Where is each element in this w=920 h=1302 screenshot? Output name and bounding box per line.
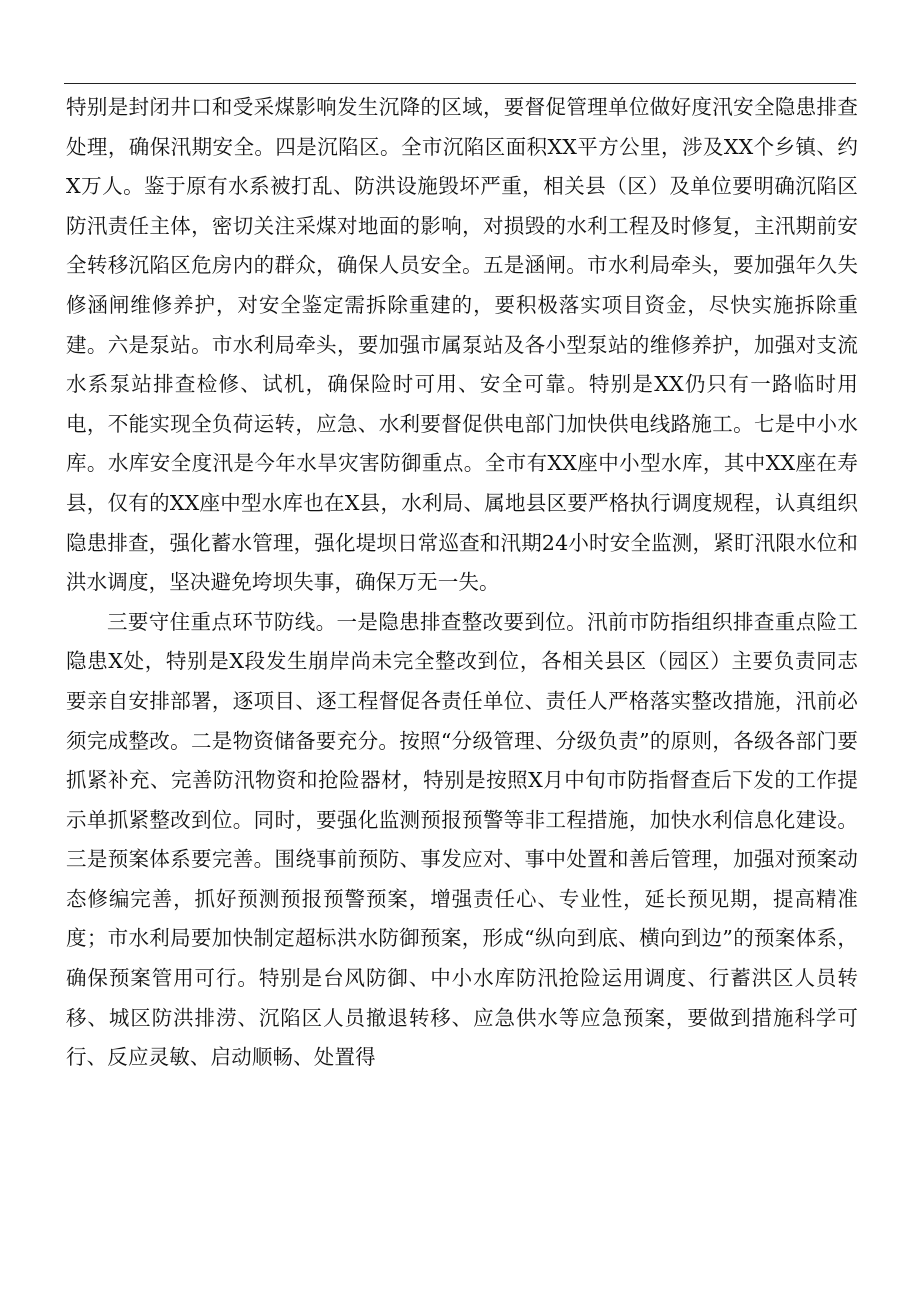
- paragraph-1: 特别是封闭井口和受采煤影响发生沉降的区域，要督促管理单位做好度汛安全隐患排查处理，确保汛期安全。四是沉陷区。全市沉陷区面积XX平方公里，涉及XX个乡镇、约X万人。鉴于原有水系被打乱、防洪设施毁坏严重，相关县（区）及单位要明确沉陷区防汛责任主体，密切关注采煤对地面的影响，对损毁的水利工程及时修复，主汛期前安全转移沉陷区危房内的群众，确保人员安全。五是涵闸。市水利局牵头，要加强年久失修涵闸维修养护，对安全鉴定需拆除重建的，要积极落实项目资金，尽快实施拆除重建。六是泵站。市水利局牵头，要加强市属泵站及各小型泵站的维修养护，加强对支流水系泵站排查检修、试机，确保险时可用、安全可靠。特别是XX仍只有一路临时用电，不能实现全负荷运转，应急、水利要督促供电部门加快供电线路施工。七是中小水库。水库安全度汛是今年水旱灾害防御重点。全市有XX座中小型水库，其中XX座在寿县，仅有的XX座中型水库也在X县，水利局、属地县区要严格执行调度规程，认真组织隐患排查，强化蓄水管理，强化堤坝日常巡查和汛期24小时安全监测，紧盯汛限水位和洪水调度，坚决避免垮坝失事，确保万无一失。: [66, 95, 858, 595]
- body-text: [66, 88, 858, 1078]
- paragraph-2: 三要守住重点环节防线。一是隐患排查整改要到位。汛前市防指组织排查重点险工隐患X处，特别是X段发生崩岸尚未完全整改到位，各相关县区（园区）主要负责同志要亲自安排部署，逐项目、逐工程督促各责任单位、责任人严格落实整改措施，汛前必须完成整改。二是物资储备要充分。按照“分级管理、分级负责”的原则，各级各部门要抓紧补充、完善防汛物资和抢险器材，特别是按照X月中旬市防指督查后下发的工作提示单抓紧整改到位。同时，要强化监测预报预警等非工程措施，加快水利信息化建设。三是预案体系要完善。围绕事前预防、事发应对、事中处置和善后管理，加强对预案动态修编完善，抓好预测预报预警预案，增强责任心、专业性，延长预见期，提高精准度；市水利局要加快制定超标洪水防御预案，形成“纵向到底、横向到边”的预案体系，确保预案管用可行。特别是台风防御、中小水库防汛抢险运用调度、行蓄洪区人员转移、城区防洪排涝、沉陷区人员撤退转移、应急供水等应急预案，要做到措施科学可行、反应灵敏、启动顺畅、处置得: [66, 609, 858, 1070]
- header-rule: [64, 83, 856, 84]
